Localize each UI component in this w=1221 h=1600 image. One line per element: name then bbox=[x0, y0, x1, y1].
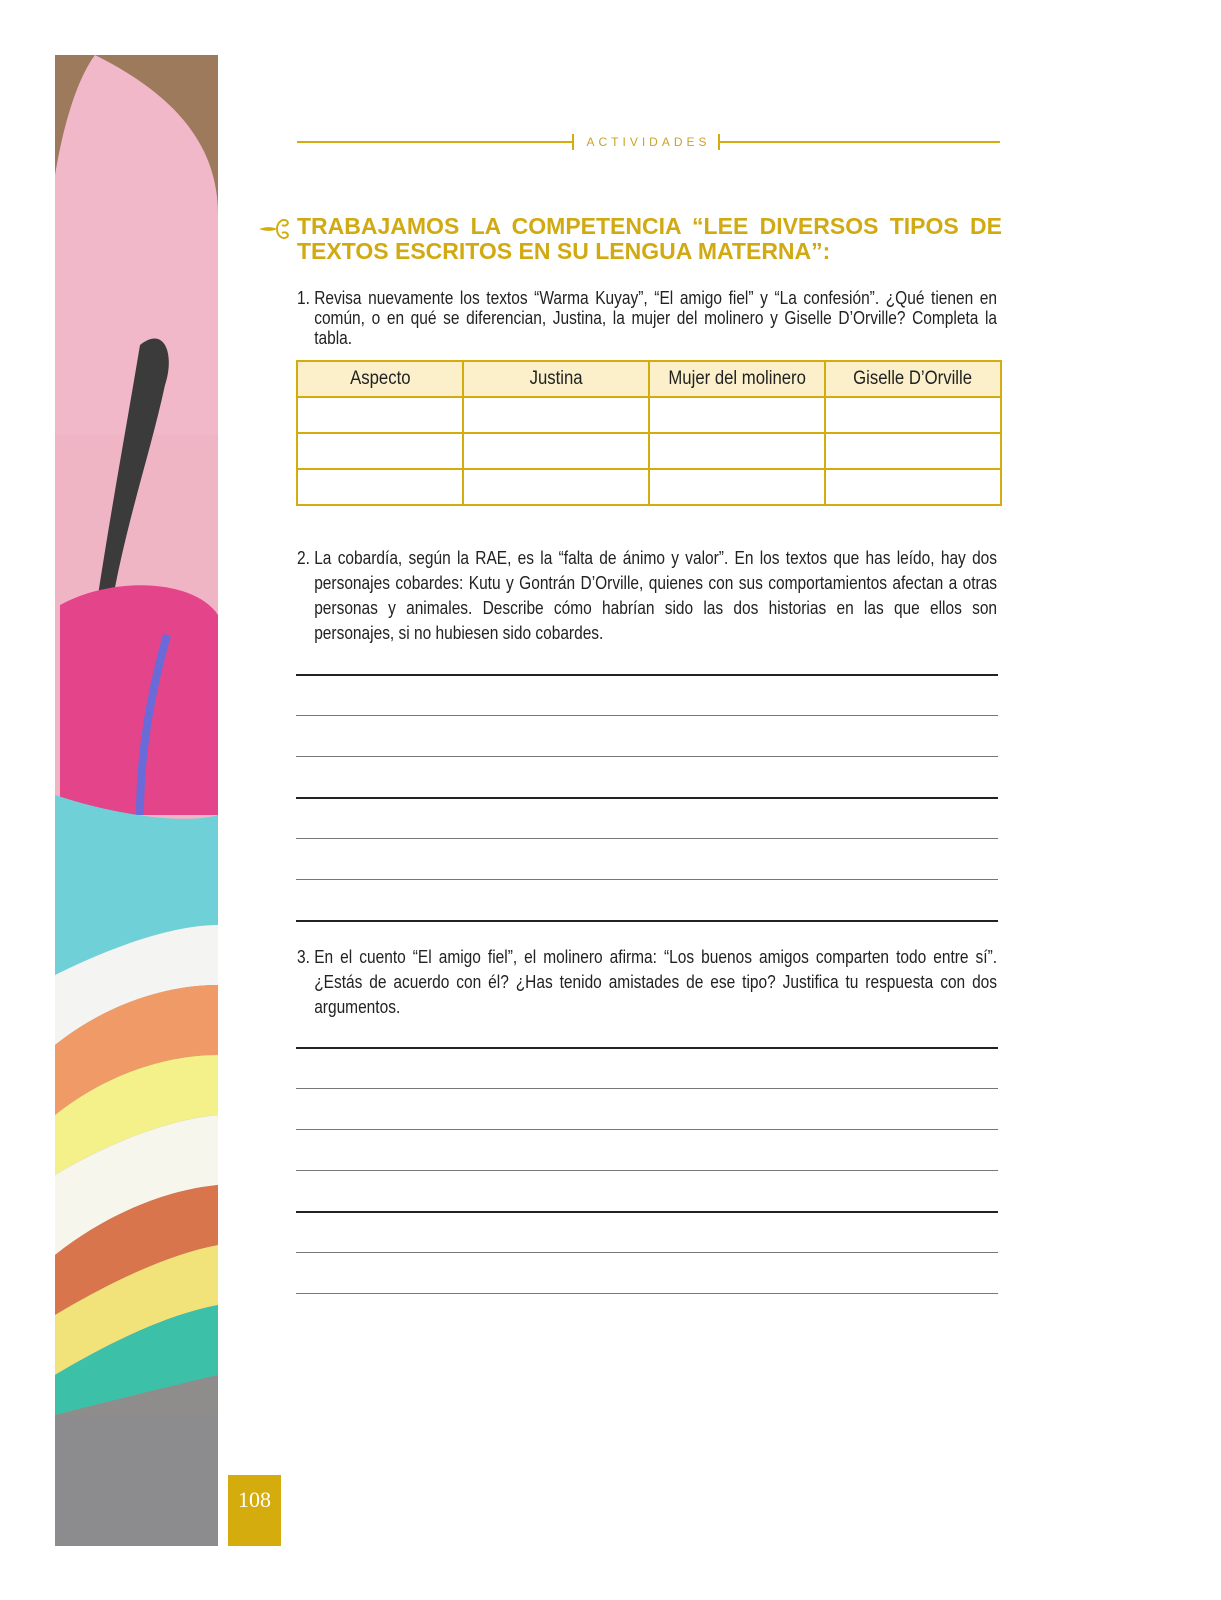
answer-line[interactable] bbox=[296, 1170, 998, 1171]
table-cell[interactable] bbox=[297, 433, 463, 469]
answer-line[interactable] bbox=[296, 715, 998, 716]
header-rule-left bbox=[297, 141, 573, 143]
question-text: Revisa nuevamente los textos “Warma Kuyay”, “El amigo fiel” y “La confesión”. ¿Qué tienen en común, o en qué se diferencian, Justina, la mujer del molinero y Giselle D’Orville? Completa la tabla. bbox=[314, 288, 998, 348]
table-cell[interactable] bbox=[297, 397, 463, 433]
table-cell[interactable] bbox=[825, 433, 1001, 469]
header-rule-right bbox=[718, 141, 1000, 143]
table-row bbox=[297, 397, 1001, 433]
question-text: La cobardía, según la RAE, es la “falta de ánimo y valor”. En los textos que has leído, hay dos personajes cobardes: Kutu y Gontrán D’Orville, quienes con sus comportamientos afectan a otras personas y animales. Describe cómo habrían sido las dos historias en las que ellos son personajes, si no hubiesen sido cobardes. bbox=[314, 548, 998, 643]
table-cell[interactable] bbox=[463, 433, 649, 469]
page-number-box bbox=[228, 1475, 281, 1546]
question-number: 1. bbox=[297, 288, 310, 308]
table-cell[interactable] bbox=[297, 469, 463, 505]
section-header-label: ACTIVIDADES bbox=[586, 135, 711, 149]
question-1 bbox=[297, 288, 997, 348]
answer-line[interactable] bbox=[296, 674, 998, 676]
column-header-giselle: Giselle D’Orville bbox=[825, 361, 1001, 397]
answer-line[interactable] bbox=[296, 920, 998, 922]
question-2 bbox=[297, 546, 997, 646]
column-header-justina: Justina bbox=[463, 361, 649, 397]
flourish-icon bbox=[257, 214, 291, 244]
question-number: 2. bbox=[297, 548, 310, 568]
answer-line[interactable] bbox=[296, 756, 998, 757]
table-cell[interactable] bbox=[825, 397, 1001, 433]
answer-line[interactable] bbox=[296, 838, 998, 839]
answer-line[interactable] bbox=[296, 1129, 998, 1130]
column-header-mujer-del-molinero: Mujer del molinero bbox=[649, 361, 825, 397]
table-cell[interactable] bbox=[463, 397, 649, 433]
table-row bbox=[297, 433, 1001, 469]
answer-line[interactable] bbox=[296, 879, 998, 880]
answer-line[interactable] bbox=[296, 1088, 998, 1089]
column-header-aspect: Aspecto bbox=[297, 361, 463, 397]
comparison-table bbox=[296, 360, 1002, 506]
section-title: TRABAJAMOS LA COMPETENCIA “LEE DIVERSOS TIPOS DE TEXTOS ESCRITOS EN SU LENGUA MATERNA”: bbox=[297, 213, 1002, 264]
question-number: 3. bbox=[297, 947, 310, 967]
answer-line[interactable] bbox=[296, 1047, 998, 1049]
question-text: En el cuento “El amigo fiel”, el molinero afirma: “Los buenos amigos comparten todo entre sí”. ¿Estás de acuerdo con él? ¿Has tenido amistades de ese tipo? Justifica tu respuesta con dos argumentos. bbox=[314, 947, 998, 1017]
table-cell[interactable] bbox=[463, 469, 649, 505]
answer-line[interactable] bbox=[296, 1252, 998, 1253]
table-cell[interactable] bbox=[825, 469, 1001, 505]
question-3 bbox=[297, 945, 997, 1020]
answer-line[interactable] bbox=[296, 1211, 998, 1213]
header-tick-left bbox=[572, 134, 574, 150]
page-number: 108 bbox=[238, 1487, 271, 1512]
answer-line[interactable] bbox=[296, 797, 998, 799]
decorative-illustration bbox=[55, 55, 218, 1546]
table-row bbox=[297, 469, 1001, 505]
answer-line[interactable] bbox=[296, 1293, 998, 1294]
table-cell[interactable] bbox=[649, 433, 825, 469]
table-header-row bbox=[297, 361, 1001, 397]
table-cell[interactable] bbox=[649, 397, 825, 433]
table-cell[interactable] bbox=[649, 469, 825, 505]
